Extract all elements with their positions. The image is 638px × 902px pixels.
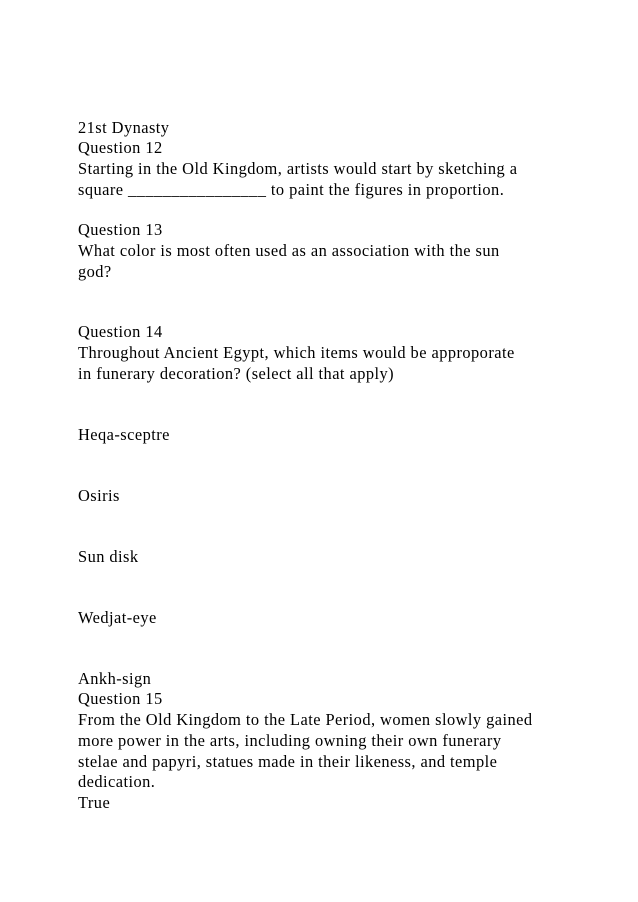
question-15-text-line-1: From the Old Kingdom to the Late Period, women slowly gained [78,710,533,729]
question-15-heading: Question 15 [78,689,163,708]
question-14-text-line-2: in funerary decoration? (select all that apply) [78,364,395,383]
question-13-heading: Question 13 [78,220,163,239]
question-13-text-line-1: What color is most often used as an association with the sun [78,241,500,260]
question-12-text-line-2: square ________________ to paint the figures in proportion. [78,180,505,199]
question-15-text-line-3: stelae and papyri, statues made in their likeness, and temple [78,752,498,771]
question-14-text-line-1: Throughout Ancient Egypt, which items would be approporate [78,343,515,362]
question-15-text-line-2: more power in the arts, including owning their own funerary [78,731,502,750]
option-heqa-sceptre: Heqa-sceptre [78,425,170,444]
question-12-text-line-1: Starting in the Old Kingdom, artists would start by sketching a [78,159,518,178]
option-osiris: Osiris [78,486,120,505]
question-13-text-line-2: god? [78,262,112,281]
question-14-heading: Question 14 [78,322,163,341]
option-sun-disk: Sun disk [78,547,139,566]
option-wedjat-eye: Wedjat-eye [78,608,157,627]
option-ankh-sign: Ankh-sign [78,669,152,688]
question-15-answer: True [78,793,111,812]
dynasty-answer-text: 21st Dynasty [78,118,170,137]
question-12-heading: Question 12 [78,138,163,157]
question-15-text-line-4: dedication. [78,772,156,791]
